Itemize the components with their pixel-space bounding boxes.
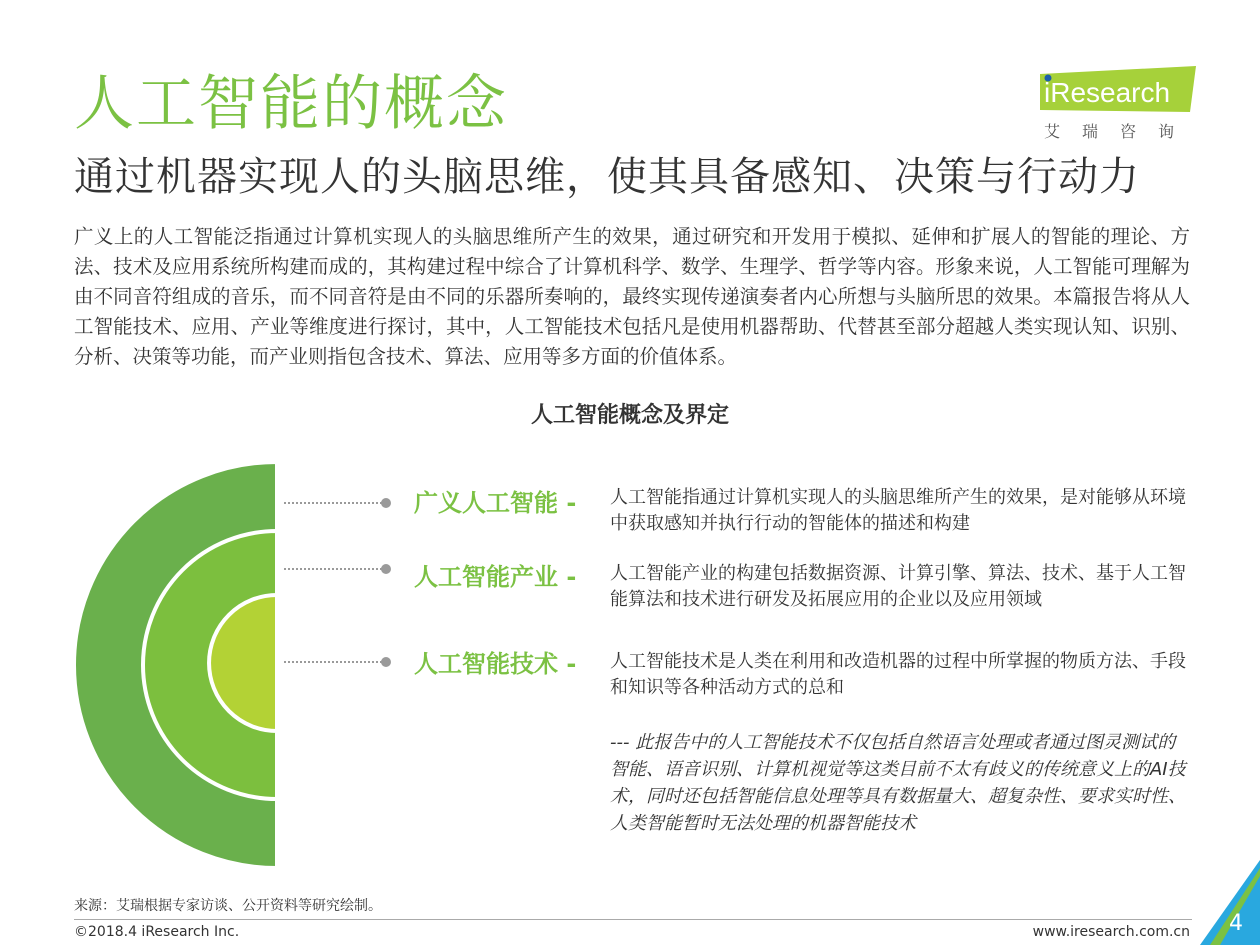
logo-chinese-name: 艾瑞咨询 [1044, 122, 1197, 141]
copyright: ©2018.4 iResearch Inc. [74, 924, 240, 940]
intro-paragraph: 广义上的人工智能泛指通过计算机实现人的头脑思维所产生的效果，通过研究和开发用于模拟、延伸和扩展人的智能的理论、方法、技术及应用系统所构建而成的，其构建过程中综合了计算机科学、数学、生理学、哲学等内容。形象来说，人工智能可理解为由不同音符组成的音乐，而不同音符是由不同的乐器所奏响的，最终实现传递演奏者内心所想与头脑所思的效果。本篇报告将从人工智能技术、应用、产业等维度进行探讨，其中，人工智能技术包括凡是使用机器帮助、代替甚至部分超越人类实现认知、识别、分析、决策等功能，而产业则指包含技术、算法、应用等多方面的价值体系。 [74, 225, 1190, 368]
page-subtitle: 通过机器实现人的头脑思维，使其具备感知、决策与行动力 [74, 154, 1140, 200]
logo-wordmark: iResearch [1044, 77, 1171, 108]
report-scope-note: --- 此报告中的人工智能技术不仅包括自然语言处理或者通过图灵测试的智能、语音识别、计算机视觉等这类目前不太有歧义的传统意义上的AI技术，同时还包括智能信息处理等具有数据量大、超复杂性、要求实时性、人类智能暂时无法处理的机器智能技术 [610, 732, 1186, 834]
description-broad-ai: 人工智能指通过计算机实现人的头脑思维所产生的效果，是对能够从环境中获取感知并执行行动的智能体的描述和构建 [610, 487, 1186, 534]
footer-divider [74, 919, 1192, 920]
label-ai-industry: 人工智能产业 - [414, 563, 577, 591]
label-broad-ai: 广义人工智能 - [414, 489, 577, 517]
connector-broad-ai [284, 496, 394, 510]
concept-semicircle-diagram [60, 450, 290, 870]
description-ai-technology: 人工智能技术是人类在利用和改造机器的过程中所掌握的物质方法、手段和知识等各种活动方式的总和 [610, 651, 1186, 698]
label-ai-technology: 人工智能技术 - [414, 650, 577, 678]
connector-ai-industry [284, 562, 394, 576]
website-url: www.iresearch.com.cn [1032, 924, 1190, 940]
iresearch-logo [1040, 66, 1200, 146]
source-note: 来源：艾瑞根据专家访谈、公开资料等研究绘制。 [74, 898, 382, 914]
page-title: 人工智能的概念 [74, 69, 508, 139]
diagram-title: 人工智能概念及界定 [530, 403, 729, 428]
page-number: 4 [1229, 911, 1243, 936]
connector-ai-technology [284, 655, 394, 669]
description-ai-industry: 人工智能产业的构建包括数据资源、计算引擎、算法、技术、基于人工智能算法和技术进行研发及拓展应用的企业以及应用领域 [610, 563, 1186, 610]
